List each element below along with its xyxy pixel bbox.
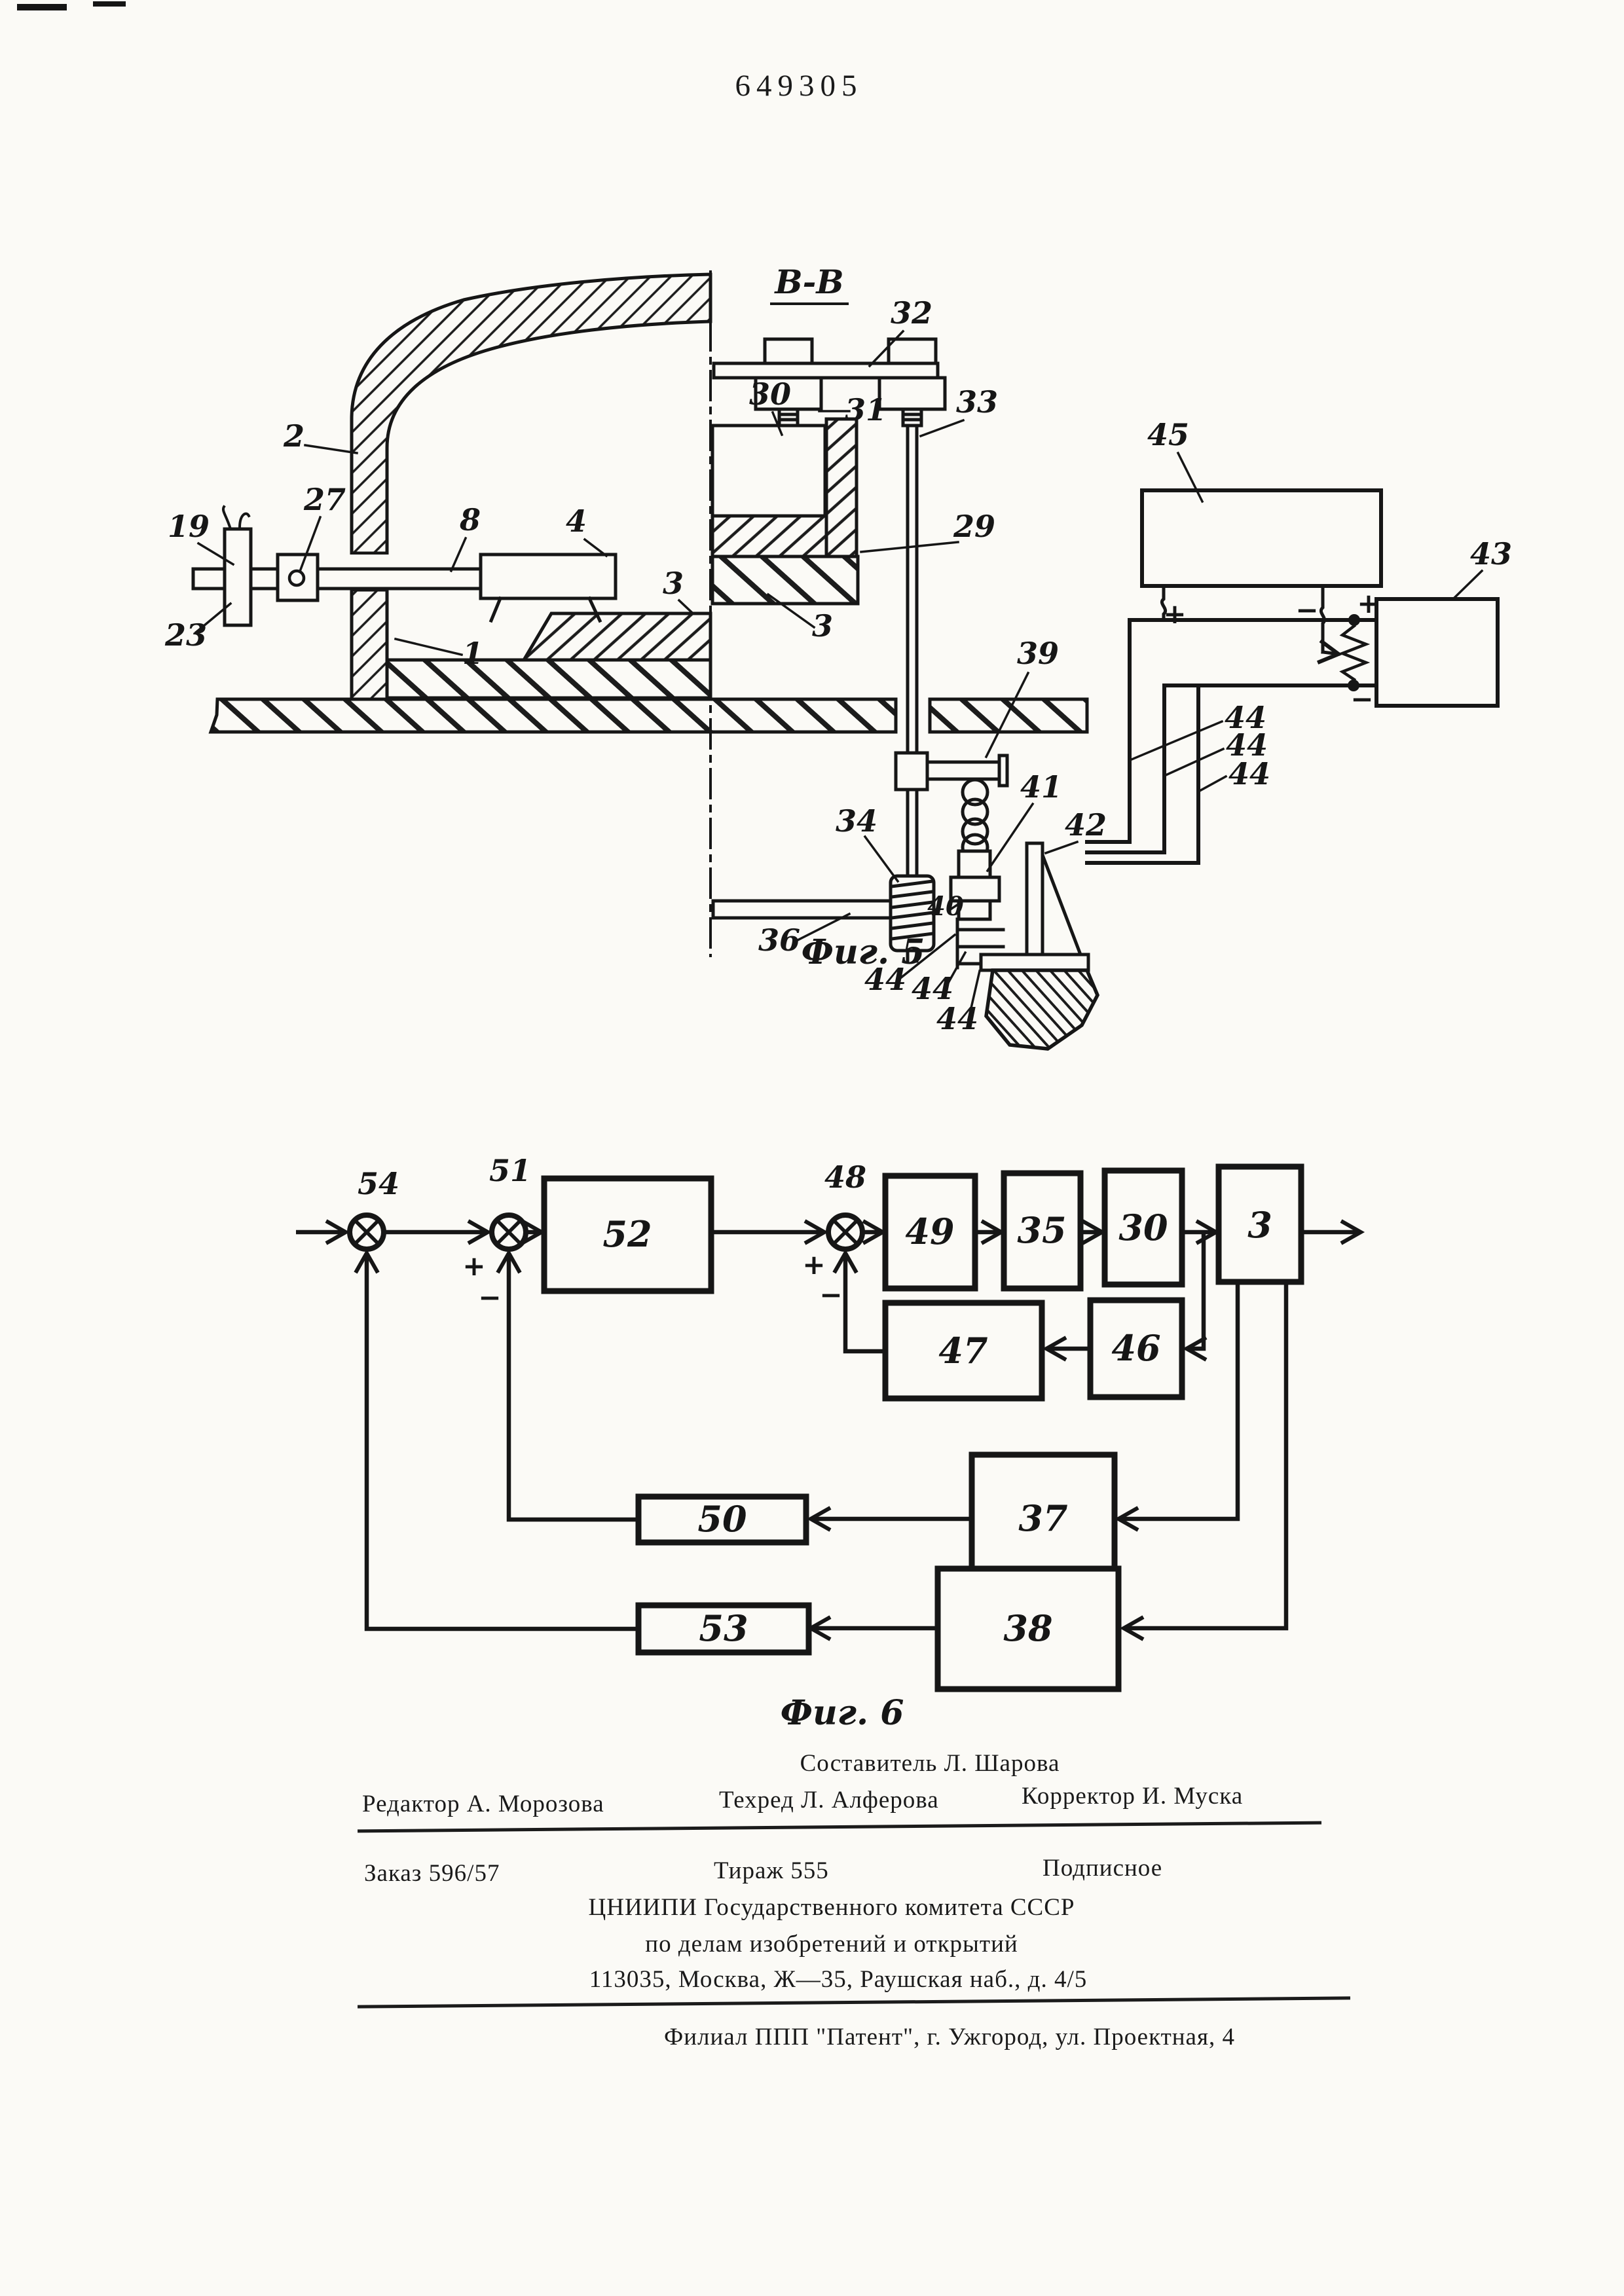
block-label-37: 37 — [1018, 1497, 1068, 1539]
part-label-34: 34 — [835, 803, 878, 839]
part-label-44-b: 44 — [911, 971, 954, 1006]
leader-line — [1166, 749, 1223, 775]
footer-composer: Составитель Л. Шарова — [800, 1750, 1060, 1777]
leader-line — [1046, 842, 1077, 853]
leader-line — [1455, 571, 1482, 597]
part-label-40: 40 — [927, 891, 964, 922]
sign-51-minus: − — [478, 1281, 502, 1313]
block-label-46: 46 — [1111, 1327, 1161, 1369]
slab-plate-3 — [524, 613, 710, 660]
furnace-wall-lower — [352, 590, 387, 699]
t-block — [896, 753, 927, 790]
handwheel-pawl — [223, 507, 249, 529]
part-label-44-f: 44 — [1228, 756, 1271, 792]
drill-bit — [986, 970, 1098, 1049]
leader-line — [1132, 721, 1222, 759]
part-label-3-right: 3 — [811, 608, 834, 644]
block-label-38: 38 — [1003, 1607, 1053, 1649]
ground-band-right — [930, 699, 1087, 732]
leader-line — [679, 600, 692, 612]
tap-to-46 — [1187, 1232, 1204, 1349]
fig5-caption: Фиг. 5 — [801, 932, 925, 972]
t-bar-endcap — [999, 756, 1007, 786]
leader-line — [921, 420, 963, 436]
sign-pot-minus: − — [1350, 683, 1374, 715]
footer-editor: Редактор А. Морозова — [362, 1791, 604, 1817]
part-label-23: 23 — [164, 617, 208, 653]
line-53-54 — [367, 1253, 638, 1629]
leader-line — [1200, 776, 1226, 791]
footer-org-line1: ЦНИИПИ Государственного комитета СССР — [588, 1894, 1075, 1921]
sign-minus-45: − — [1295, 594, 1319, 626]
bar-32 — [714, 363, 938, 378]
part-label-36: 36 — [758, 922, 801, 958]
part-label-27: 27 — [303, 482, 346, 517]
figure-5 — [164, 263, 1512, 1049]
block-label-30: 30 — [1118, 1207, 1168, 1248]
furnace-arch-wall — [352, 274, 710, 553]
line-47-48 — [845, 1253, 885, 1351]
wall-shaft-opening — [348, 555, 391, 589]
footer-address: 113035, Москва, Ж—35, Раушская наб., д. 4/5 — [589, 1966, 1088, 1993]
block-label-53: 53 — [699, 1607, 748, 1649]
bb-l-piece-vertical — [826, 419, 857, 556]
leader-line — [861, 542, 958, 552]
leader-line — [865, 837, 898, 881]
part-label-41: 41 — [1020, 769, 1063, 805]
figure-6 — [296, 1153, 1361, 1733]
part-label-44-e: 44 — [1225, 727, 1268, 763]
block-4 — [481, 555, 616, 598]
footer-org-line2: по делам изобретений и открытий — [645, 1931, 1018, 1958]
leader-line — [451, 538, 466, 571]
block-label-47: 47 — [938, 1330, 988, 1372]
fig6-caption: Фиг. 6 — [780, 1693, 904, 1733]
block-label-3: 3 — [1247, 1204, 1272, 1246]
bolt-33 — [879, 339, 945, 426]
footer-podpisnoe: Подписное — [1043, 1855, 1163, 1882]
sign-48-plus: + — [802, 1248, 826, 1281]
footer-order: Заказ 596/57 — [364, 1860, 500, 1887]
block-43 — [1376, 599, 1498, 706]
part-label-30: 30 — [748, 376, 792, 412]
footer-techred: Техред Л. Алферова — [719, 1787, 939, 1813]
handwheel-19 — [225, 529, 251, 625]
footer-corrector: Корректор И. Муска — [1022, 1783, 1244, 1810]
wiper-arrow — [1323, 652, 1338, 654]
sign-51-plus: + — [462, 1250, 486, 1282]
part-label-45: 45 — [1147, 417, 1190, 452]
block-label-52: 52 — [602, 1213, 652, 1255]
ground-band-left — [211, 699, 896, 732]
junction-label-54: 54 — [357, 1166, 400, 1201]
patent-number: 649305 — [735, 69, 863, 103]
part-label-39: 39 — [1016, 636, 1060, 671]
part-label-31: 31 — [844, 392, 887, 428]
rod-33 — [908, 426, 917, 753]
footer-tirazh: Тираж 555 — [714, 1857, 829, 1884]
part-label-2: 2 — [283, 418, 305, 454]
part-label-1: 1 — [462, 636, 484, 671]
part-label-4: 4 — [565, 503, 587, 539]
block-label-49: 49 — [905, 1211, 955, 1252]
bracket-42 — [981, 843, 1088, 970]
part-label-8: 8 — [459, 502, 481, 538]
bracket-27-hole — [289, 571, 304, 585]
part-label-44-c: 44 — [936, 1001, 979, 1036]
part-label-44-a: 44 — [864, 962, 907, 997]
part-label-19: 19 — [167, 509, 210, 544]
sign-pot-plus: + — [1357, 587, 1380, 619]
part-label-33: 33 — [955, 384, 999, 420]
slab-band — [387, 660, 710, 698]
footer-branch: Филиал ППП "Патент", г. Ужгород, ул. Проектная, 4 — [664, 2024, 1235, 2050]
junction-label-51: 51 — [489, 1153, 532, 1188]
block-label-35: 35 — [1017, 1209, 1067, 1251]
sign-48-minus: − — [819, 1279, 843, 1311]
part-label-3-left: 3 — [662, 566, 684, 601]
part-label-44-d: 44 — [1224, 700, 1267, 735]
part-label-42: 42 — [1064, 807, 1107, 843]
junction-label-48: 48 — [824, 1159, 867, 1195]
block-30-part — [712, 426, 825, 516]
spring — [963, 780, 987, 860]
bb-floor-band — [712, 556, 858, 604]
t-bar — [927, 762, 999, 779]
part-label-29: 29 — [953, 509, 996, 544]
shaft-36 — [713, 901, 889, 918]
sign-plus-45: + — [1163, 598, 1187, 630]
block-label-50: 50 — [697, 1498, 747, 1540]
shaft-through-wall — [318, 569, 481, 589]
potentiometer — [1342, 626, 1366, 680]
bb-l-piece-horizontal — [712, 516, 826, 556]
block-45 — [1142, 490, 1381, 586]
part-label-43: 43 — [1469, 536, 1513, 572]
section-label-bb: В-В — [775, 263, 844, 301]
leader-line — [305, 445, 357, 453]
leader-line — [396, 639, 462, 655]
part-label-32: 32 — [890, 295, 933, 331]
